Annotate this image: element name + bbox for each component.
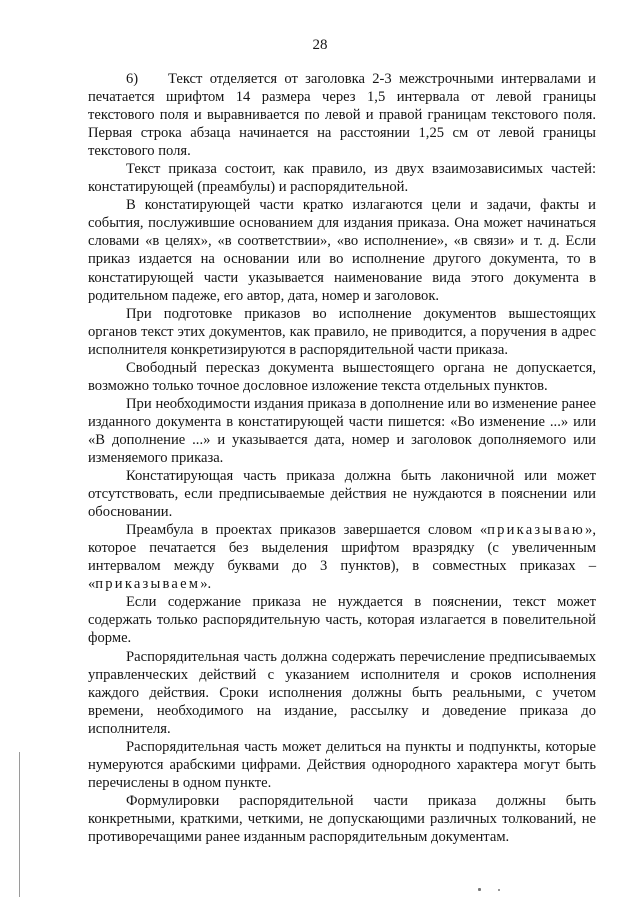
paragraph-preamble [88,521,596,593]
scan-margin-line [19,752,20,897]
paragraph-wording: Формулировки распорядительной части приказа должны быть конкретными, краткими, четкими, не допускающими различных толкований, не противоречащими ранее изданным распорядительным документам. [88,792,596,845]
numbered-paragraph [88,70,596,160]
paragraph-laconic: Констатирующая часть приказа должна быть лаконичной или может отсутствовать, если предписываемые действия не нуждаются в пояснении или обосновании. [88,468,596,521]
page-number: 28 [312,37,328,53]
preamble-text-part-1: Преамбула в проектах приказов завершается словом « [126,522,488,539]
document-body [88,70,596,846]
spaced-word-order: приказываю [487,522,586,539]
paragraph-imperative-form: Если содержание приказа не нуждается в пояснении, текст может содержать только распорядительную часть, которая излагается в повелительной форме. [88,594,596,647]
paragraph-number: 6) [126,71,139,87]
paragraph-text: Текст отделяется от заголовка 2-3 межстрочными интервалами и печатается шрифтом 14 размера через 1,5 интервала от левой границы текстового поля и выравнивается по левой и правой границам текстового поля. Первая строка абзаца начинается на расстоянии 1,25 см от левой границы текстового поля. [88,71,596,160]
paragraph-free-retelling: Свободный пересказ документа вышестоящего органа не допускается, возможно только точное дословное изложение текста отдельных пунктов. [88,359,596,394]
spaced-word-joint-order: приказываем [95,576,201,593]
scan-dot-mark [498,889,500,891]
paragraph-higher-documents: При подготовке приказов во исполнение документов вышестоящих органов текст этих документов, как правило, не приводится, а поручения в адрес исполнителя конкретизируются в распорядительной части приказа. [88,305,596,358]
scan-dot-mark [478,888,481,891]
paragraph-amendment: При необходимости издания приказа в дополнение или во изменение ранее изданного документа в констатирующей части пишется: «Во изменение ...» или «В дополнение ...» и указывается дата, номер и заголовок дополняемого или изменяемого приказа. [88,395,596,466]
paragraph-items-numbering: Распорядительная часть может делиться на пункты и подпункты, которые нумеруются арабскими цифрами. Действия однородного характера могут быть перечислены в одном пункте. [88,738,596,791]
paragraph-stating-part: В констатирующей части кратко излагаются цели и задачи, факты и события, послужившие основанием для издания приказа. Она может начинаться словами «в целях», «в соответствии», «во исполнение», «в связи» и т. д. Если приказ издается на основании или во исполнение другого документа, то в констатирующей части указывается наименование вида этого документа в родительном падеже, его автор, дата, номер и заголовок. [88,197,596,304]
preamble-text-part-3: ». [200,576,212,593]
preamble-text-part-2: », которое печатается без выделения шрифтом вразрядку (с увеличенным интервалом между буквами до 3 пунктов), в совместных приказах – « [88,522,596,593]
paragraph-order-structure: Текст приказа состоит, как правило, из двух взаимозависимых частей: констатирующей (преамбулы) и распорядительной. [88,161,596,196]
paragraph-administrative-part: Распорядительная часть должна содержать перечисление предписываемых управленческих действий с указанием исполнителя и сроков исполнения каждого действия. Сроки исполнения должны быть реальными, с учетом времени, необходимого на издание, рассылку и доведение приказа до исполнителя. [88,648,596,737]
